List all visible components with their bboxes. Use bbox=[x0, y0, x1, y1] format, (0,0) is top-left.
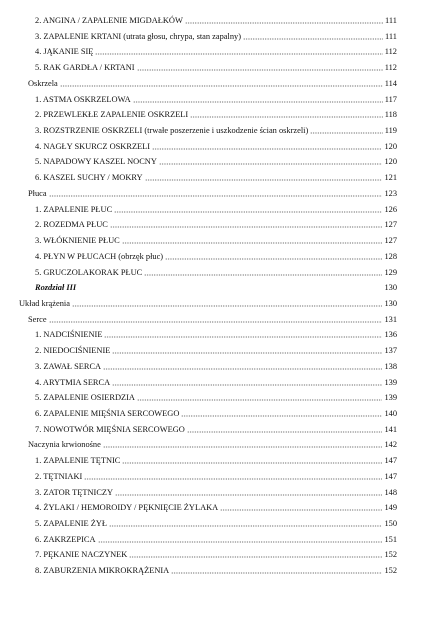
toc-page-number: 127 bbox=[384, 220, 397, 230]
dot-leader bbox=[114, 211, 382, 213]
dot-leader bbox=[152, 148, 382, 150]
toc-entry[interactable] bbox=[35, 251, 397, 262]
dot-leader bbox=[112, 352, 382, 354]
dot-leader bbox=[110, 226, 383, 228]
toc-entry-label: 3. ROZSTRZENIE OSKRZELI (trwałe poszerzenie i uszkodzenie ścian oskrzeli) bbox=[35, 126, 309, 136]
toc-entry-label: 4. JĄKANIE SIĘ bbox=[35, 47, 94, 57]
toc-entry-label: 3. WŁÓKNIENIE PŁUC bbox=[35, 236, 120, 246]
dot-leader bbox=[95, 53, 382, 55]
dot-leader bbox=[103, 446, 383, 448]
toc-entry[interactable] bbox=[35, 156, 397, 167]
toc-entry-label: 2. ANGINA / ZAPALENIE MIGDAŁKÓW bbox=[35, 16, 183, 25]
toc-entry[interactable] bbox=[35, 141, 397, 152]
toc-entry[interactable] bbox=[35, 267, 397, 278]
toc-page-number: 126 bbox=[384, 204, 397, 214]
toc-entry[interactable] bbox=[35, 565, 397, 576]
toc-entry[interactable] bbox=[35, 235, 397, 246]
toc-entry[interactable] bbox=[35, 62, 397, 73]
toc-entry[interactable] bbox=[19, 298, 397, 309]
toc-entry-label: Płuca bbox=[28, 188, 47, 198]
toc-page-number: 140 bbox=[384, 409, 397, 418]
toc-page-number: 130 bbox=[384, 298, 397, 308]
toc-entry[interactable] bbox=[35, 15, 397, 26]
toc-page-number: 138 bbox=[384, 361, 397, 371]
toc-page-number: 120 bbox=[384, 157, 397, 167]
toc-page-number: 148 bbox=[384, 487, 397, 497]
toc-page-number: 139 bbox=[384, 393, 397, 403]
toc-entry-label: Serce bbox=[28, 314, 47, 324]
dot-leader bbox=[112, 384, 382, 386]
dot-leader bbox=[243, 38, 383, 40]
toc-entry-label: 2. PRZEWLEKŁE ZAPALENIE OSKRZELI bbox=[35, 110, 189, 120]
toc-entry-label: 4. ARYTMIA SERCA bbox=[35, 377, 111, 387]
toc-page-number: 119 bbox=[384, 126, 397, 136]
toc-entry-label: 1. ZAPALENIE TĘTNIC bbox=[35, 456, 121, 466]
toc-entry[interactable] bbox=[35, 471, 397, 482]
dot-leader bbox=[137, 399, 382, 401]
dot-leader bbox=[190, 116, 383, 118]
toc-page-number: 112 bbox=[384, 63, 397, 73]
toc-entry-label: 4. NAGŁY SKURCZ OSKRZELI bbox=[35, 141, 151, 151]
toc-entry[interactable] bbox=[35, 109, 397, 120]
dot-leader bbox=[49, 195, 383, 197]
dot-leader bbox=[310, 132, 382, 134]
toc-entry-label: 8. ZABURZENIA MIKROKRĄŻENIA bbox=[35, 566, 170, 576]
dot-leader bbox=[181, 415, 382, 417]
toc-entry-label: 5. GRUCZOLAKORAK PŁUC bbox=[35, 267, 143, 277]
dot-leader bbox=[159, 163, 383, 165]
toc-page-number: 147 bbox=[384, 456, 397, 466]
toc-entry[interactable] bbox=[35, 549, 397, 560]
toc-entry-label: 6. KASZEL SUCHY / MOKRY bbox=[35, 173, 143, 183]
toc-page-number: 123 bbox=[384, 188, 397, 198]
toc-entry[interactable] bbox=[35, 204, 397, 215]
toc-entry[interactable] bbox=[35, 534, 397, 545]
toc-page-number: 111 bbox=[385, 16, 397, 25]
toc-entry[interactable] bbox=[35, 282, 397, 293]
dot-leader bbox=[72, 305, 383, 307]
toc-page-number: 130 bbox=[384, 283, 397, 293]
dot-leader bbox=[115, 494, 382, 496]
toc-page-number: 142 bbox=[384, 440, 397, 450]
toc-page-number: 129 bbox=[384, 267, 397, 277]
dot-leader bbox=[84, 478, 382, 480]
toc-page-number: 118 bbox=[384, 110, 397, 120]
toc-entry-label: 3. ZAWAŁ SERCA bbox=[35, 361, 102, 371]
toc-entry[interactable] bbox=[35, 502, 397, 513]
toc-entry-label: 4. PŁYN W PŁUCACH (obrzęk płuc) bbox=[35, 251, 164, 261]
toc-entry-label: Rozdział III bbox=[35, 283, 77, 293]
toc-entry-label: 1. NADCIŚNIENIE bbox=[35, 330, 103, 340]
toc-page-number: 151 bbox=[384, 534, 397, 544]
toc-entry[interactable] bbox=[28, 439, 397, 450]
toc-entry-label: 3. ZAPALENIE KRTANI (utrata głosu, chrypa, stan zapalny) bbox=[35, 31, 241, 41]
toc-entry[interactable] bbox=[28, 314, 397, 325]
dot-leader bbox=[49, 321, 383, 323]
toc-entry[interactable] bbox=[35, 219, 397, 230]
toc-entry[interactable] bbox=[35, 424, 397, 435]
dot-leader bbox=[145, 179, 383, 181]
toc-page-number: 141 bbox=[384, 424, 397, 434]
toc-entry-label: 7. NOWOTWÓR MIĘŚNIA SERCOWEGO bbox=[35, 424, 185, 434]
toc-entry[interactable] bbox=[35, 487, 397, 498]
dot-leader bbox=[122, 462, 382, 464]
dot-leader bbox=[133, 101, 383, 103]
toc-entry[interactable] bbox=[35, 94, 397, 105]
toc-entry-label: 5. ZAPALENIE OSIERDZIA bbox=[35, 393, 135, 403]
toc-entry-label: 6. ZAPALENIE MIĘŚNIA SERCOWEGO bbox=[35, 409, 180, 418]
dot-leader bbox=[122, 242, 383, 244]
toc-page-number: 139 bbox=[384, 377, 397, 387]
toc-page-number: 120 bbox=[384, 141, 397, 151]
dot-leader bbox=[109, 525, 382, 527]
toc-entry-label: 1. ASTMA OSKRZELOWA bbox=[35, 94, 131, 104]
dot-leader bbox=[60, 85, 383, 87]
toc-page-number: 112 bbox=[384, 47, 397, 57]
toc-page-number: 127 bbox=[384, 236, 397, 246]
toc-entry-label: 7. PĘKANIE NACZYNEK bbox=[35, 550, 128, 560]
toc-entry-label: Naczynia krwionośne bbox=[28, 440, 101, 450]
toc-entry[interactable] bbox=[35, 518, 397, 529]
toc-entry[interactable] bbox=[35, 455, 397, 466]
dot-leader bbox=[98, 541, 383, 543]
toc-page-number: 117 bbox=[384, 94, 397, 104]
toc-entry-label: 5. NAPADOWY KASZEL NOCNY bbox=[35, 157, 157, 167]
toc-entry-label: 1. ZAPALENIE PŁUC bbox=[35, 204, 113, 214]
toc-page-number: 111 bbox=[385, 31, 397, 41]
dot-leader bbox=[165, 258, 382, 260]
toc-entry-label: 3. ZATOR TĘTNICZY bbox=[35, 487, 114, 497]
dot-leader bbox=[137, 69, 383, 71]
toc-entry-label: 2. NIEDOCIŚNIENIE bbox=[35, 346, 111, 356]
dot-leader bbox=[144, 274, 382, 276]
toc-page-number: 136 bbox=[384, 330, 397, 340]
toc-entry-label: 4. ŻYLAKI / HEMOROIDY / PĘKNIĘCIE ŻYLAKA bbox=[35, 503, 219, 513]
toc-page-number: 131 bbox=[384, 314, 397, 324]
toc-page-number: 149 bbox=[384, 503, 397, 513]
dot-leader bbox=[129, 556, 382, 558]
toc-entry-label: 2. ROZEDMA PŁUC bbox=[35, 220, 108, 230]
toc-entry[interactable] bbox=[35, 345, 397, 356]
toc-entry-label: 2. TĘTNIAKI bbox=[35, 471, 83, 481]
toc-page-number: 121 bbox=[384, 173, 397, 183]
dot-leader bbox=[220, 509, 382, 511]
toc-entry[interactable] bbox=[35, 329, 397, 340]
toc-entry[interactable] bbox=[35, 392, 397, 403]
toc-entry-label: Oskrzela bbox=[28, 78, 58, 88]
toc-entry[interactable] bbox=[35, 408, 397, 419]
dot-leader bbox=[187, 431, 383, 433]
toc-entry[interactable] bbox=[28, 78, 397, 89]
toc-entry-label: 6. ZAKRZEPICA bbox=[35, 534, 96, 544]
toc-entry-label: 5. RAK GARDŁA / KRTANI bbox=[35, 63, 135, 73]
toc-entry-label: 5. ZAPALENIE ŻYŁ bbox=[35, 519, 108, 529]
toc-entry[interactable] bbox=[35, 125, 397, 136]
toc-page-number: 114 bbox=[384, 78, 397, 88]
dot-leader bbox=[171, 572, 382, 574]
toc-entry[interactable] bbox=[35, 377, 397, 388]
toc-entry[interactable] bbox=[35, 172, 397, 183]
toc-entry[interactable] bbox=[35, 31, 397, 42]
dot-leader bbox=[185, 22, 383, 24]
dot-leader bbox=[103, 368, 382, 370]
toc-entry[interactable] bbox=[35, 361, 397, 372]
toc-page-number: 150 bbox=[384, 519, 397, 529]
dot-leader bbox=[104, 336, 382, 338]
toc-entry[interactable] bbox=[35, 46, 397, 57]
toc-entry[interactable] bbox=[28, 188, 397, 199]
toc-page-number: 128 bbox=[384, 251, 397, 261]
toc-page-number: 147 bbox=[384, 471, 397, 481]
toc-page-number: 137 bbox=[384, 346, 397, 356]
toc-page-number: 152 bbox=[384, 566, 397, 576]
toc-page-number: 152 bbox=[384, 550, 397, 560]
toc-entry-label: Układ krążenia bbox=[19, 298, 70, 308]
